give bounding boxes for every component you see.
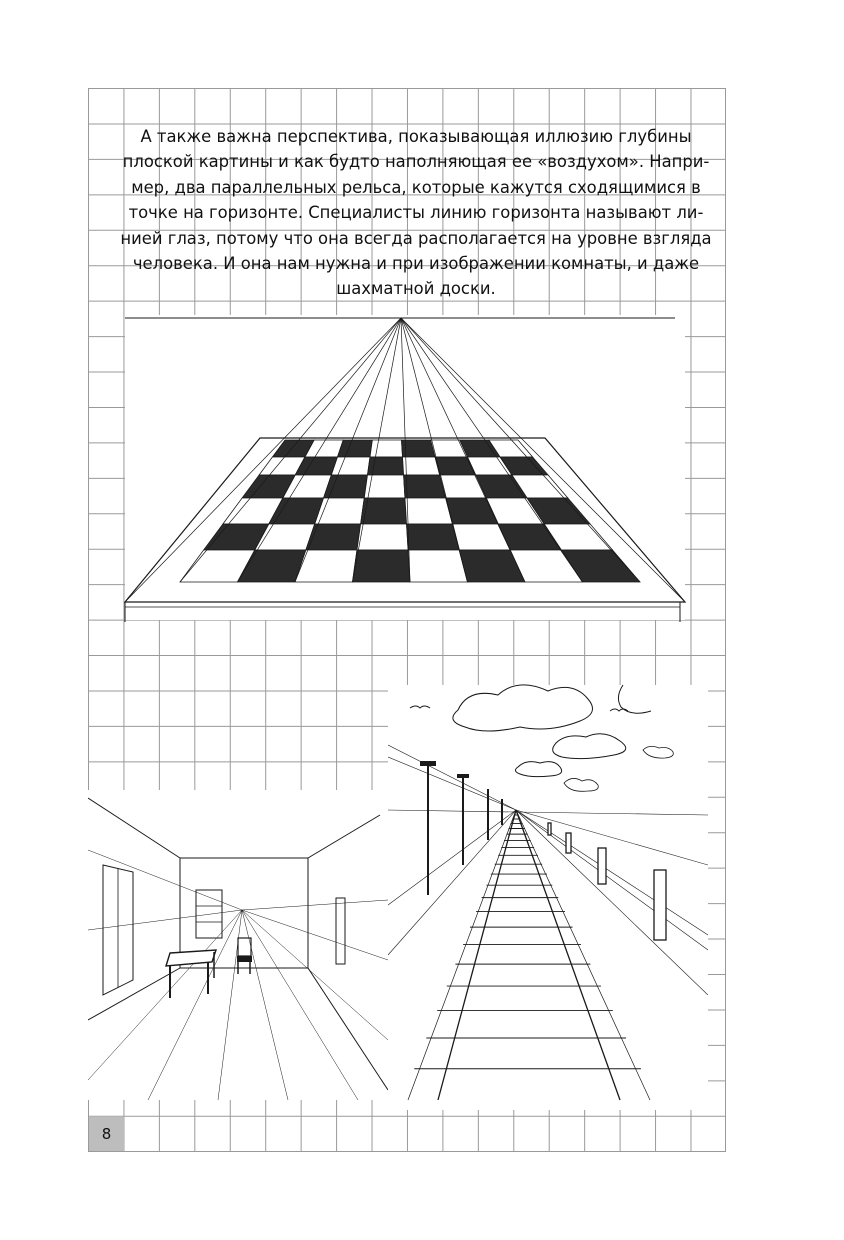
- board-square-light: [357, 524, 408, 550]
- board-square-light: [405, 498, 452, 524]
- trackside-post: [566, 833, 571, 853]
- paragraph-line: А также важна перспектива, показывающая иллюзию глубины: [140, 127, 692, 146]
- pole-crossbar: [457, 774, 469, 778]
- board-square-light: [295, 550, 357, 582]
- trackside-post: [654, 870, 666, 940]
- chessboard-perspective-drawing: [120, 310, 690, 630]
- pole-crossbar: [420, 761, 436, 766]
- body-paragraph: [96, 124, 736, 302]
- page-number: 8: [89, 1117, 124, 1151]
- board-square-light: [403, 457, 440, 475]
- board-square-dark: [404, 475, 446, 498]
- railway-tracks-perspective-drawing: [388, 665, 708, 1110]
- paragraph-line: нией глаз, потому что она всегда располагается на уровне взгляда: [120, 228, 712, 248]
- board-square-dark: [407, 524, 460, 550]
- board-square-dark: [353, 550, 411, 582]
- trackside-post: [598, 848, 606, 884]
- board-square-light: [408, 550, 467, 582]
- trackside-post: [548, 823, 551, 835]
- paragraph-line: мер, два параллельных рельса, которые кажутся сходящимися в: [131, 177, 701, 197]
- chair-seat: [237, 956, 252, 962]
- board-square-dark: [402, 440, 436, 457]
- board-square-light: [370, 440, 403, 457]
- paragraph-line: шахматной доски.: [336, 279, 496, 299]
- board-square-light: [331, 457, 370, 475]
- paragraph-line: точке на горизонте. Специалисты линию горизонта называют ли-: [128, 203, 704, 223]
- board-square-light: [315, 498, 365, 524]
- paragraph-line: плоской картины и как будто наполняющая ее «воздухом». Напри-: [122, 152, 710, 172]
- board-square-dark: [337, 440, 372, 457]
- paragraph-line: человека. И она нам нужна и при изображении комнаты, и даже: [132, 254, 700, 274]
- board-square-dark: [306, 524, 361, 550]
- room-interior-perspective-drawing: [88, 790, 388, 1100]
